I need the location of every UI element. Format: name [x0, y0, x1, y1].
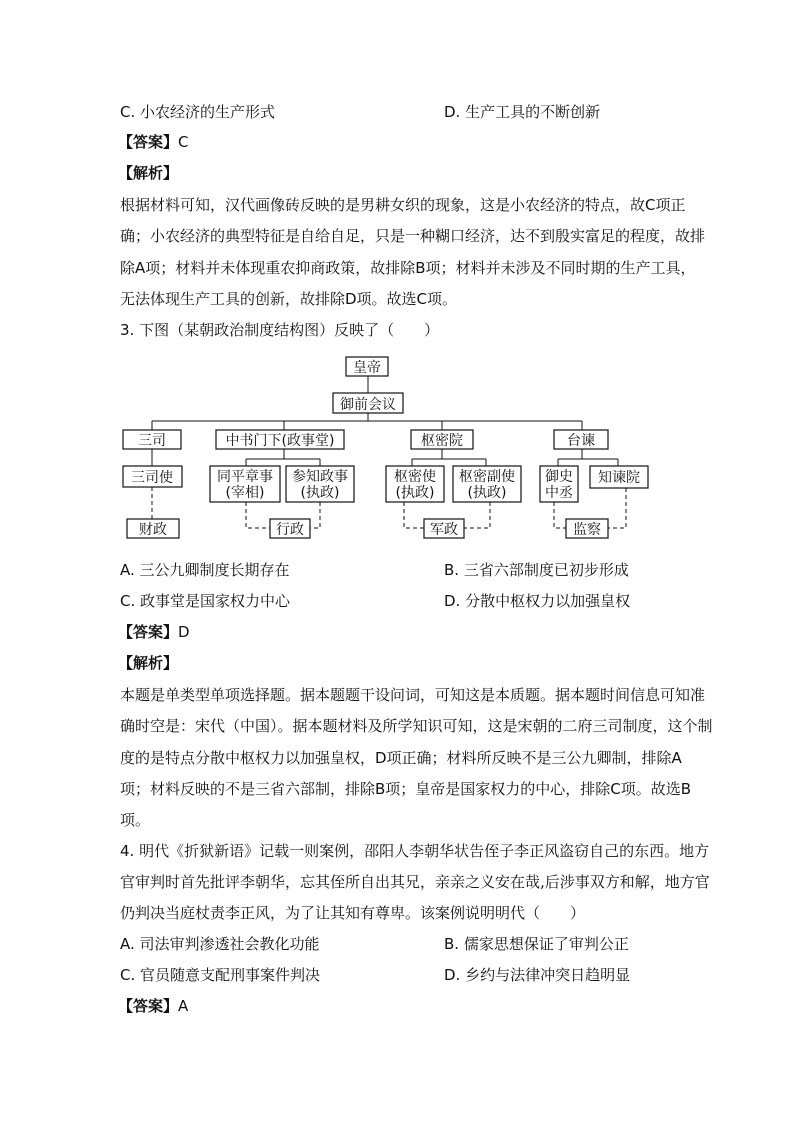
tongping-label-1: 同平章事 [217, 469, 273, 485]
q3-option-a: A. 三公九卿制度长期存在 [120, 561, 290, 579]
q2-analysis-line: 无法体现生产工具的创新，故排除D项。故选C项。 [120, 290, 458, 308]
answer-label: 【答案】 [118, 997, 179, 1015]
yushi-label-2: 中丞 [545, 485, 573, 501]
zhijian-label: 知谏院 [598, 470, 640, 486]
q2-analysis-line: 根据材料可知，汉代画像砖反映的是男耕女织的现象，这是小农经济的特点，故C项正 [120, 196, 686, 214]
q2-analysis-label: 【解析】 [118, 164, 179, 182]
q3-analysis-label: 【解析】 [118, 654, 179, 672]
q3-option-b: B. 三省六部制度已初步形成 [444, 561, 629, 579]
q3-analysis-line: 本题是单类型单项选择题。据本题题干设问词，可知这是本质题。据本题时间信息可知准 [120, 686, 706, 704]
q4-option-c: C. 官员随意支配刑事案件判决 [120, 966, 321, 984]
answer-value: A [178, 997, 189, 1015]
taijian-label: 台谏 [567, 433, 595, 449]
yushi-label-1: 御史 [545, 469, 573, 485]
q2-analysis-line: 除A项；材料并未体现重农抑商政策，故排除B项；材料并未涉及不同时期的生产工具， [120, 259, 696, 277]
q2-option-d: D. 生产工具的不断创新 [444, 103, 601, 121]
answer-value: C [178, 133, 189, 151]
q3-analysis-line: 项。 [120, 811, 151, 829]
q3-stem: 3. 下图（某朝政治制度结构图）反映了（ ） [120, 321, 440, 339]
q4-option-d: D. 乡约与法律冲突日趋明显 [444, 966, 631, 984]
q2-option-c: C. 小农经济的生产形式 [120, 103, 276, 121]
tongping-label-2: (宰相) [225, 485, 265, 501]
political-structure-diagram [0, 0, 794, 560]
shumifu-label-1: 枢密副使 [459, 469, 515, 485]
q4-option-b: B. 儒家思想保证了审判公正 [444, 935, 629, 953]
junzheng-label: 军政 [430, 522, 458, 538]
q4-option-a: A. 司法审判渗透社会教化功能 [120, 935, 320, 953]
answer-label: 【答案】 [118, 623, 179, 641]
zhongshu-label: 中书门下(政事堂) [225, 433, 335, 449]
shumishi-label-1: 枢密使 [394, 469, 436, 485]
caizheng-label: 财政 [139, 522, 167, 538]
q3-analysis-line: 度的是特点分散中枢权力以加强皇权，D项正确；材料所反映不是三公九卿制，排除A [120, 749, 682, 767]
q3-option-d: D. 分散中枢权力以加强皇权 [444, 592, 631, 610]
canzhi-label-2: (执政) [300, 485, 340, 501]
q3-analysis-line: 确时空是：宋代（中国）。据本题材料及所学知识可知，这是宋朝的二府三司制度，这个制 [120, 717, 713, 735]
q4-answer [118, 996, 188, 1016]
q3-analysis-line: 项；材料反映的不是三省六部制，排除B项；皇帝是国家权力的中心，排除C项。故选B [120, 780, 692, 798]
sansi-label: 三司 [138, 433, 166, 449]
council-label: 御前会议 [340, 397, 396, 413]
q3-answer [118, 622, 190, 642]
emperor-label: 皇帝 [353, 360, 381, 376]
q4-stem-line: 4. 明代《折狱新语》记载一则案例，邵阳人李朝华状告侄子李正风盗窃自己的东西。地方 [120, 842, 710, 860]
jiancha-label: 监察 [573, 522, 601, 538]
q4-stem-line: 仍判决当庭杖责李正风，为了让其知有尊卑。该案例说明明代（ ） [120, 904, 586, 922]
canzhi-label-1: 参知政事 [292, 469, 348, 485]
shumishi-label-2: (执政) [395, 485, 435, 501]
xingzheng-label: 行政 [276, 522, 304, 538]
answer-value: D [178, 623, 190, 641]
q4-stem-line: 官审判时首先批评李朝华，忘其侄所自出其兄，亲亲之义安在哉,后涉事双方和解，地方官 [120, 873, 710, 891]
sansishi-label: 三司使 [131, 470, 173, 486]
shumifu-label-2: (执政) [467, 485, 507, 501]
q2-analysis-line: 确；小农经济的典型特征是自给自足，只是一种糊口经济，达不到殷实富足的程度，故排 [120, 227, 706, 245]
answer-label: 【答案】 [118, 133, 179, 151]
shumi-label: 枢密院 [421, 433, 463, 449]
q3-option-c: C. 政事堂是国家权力中心 [120, 592, 291, 610]
